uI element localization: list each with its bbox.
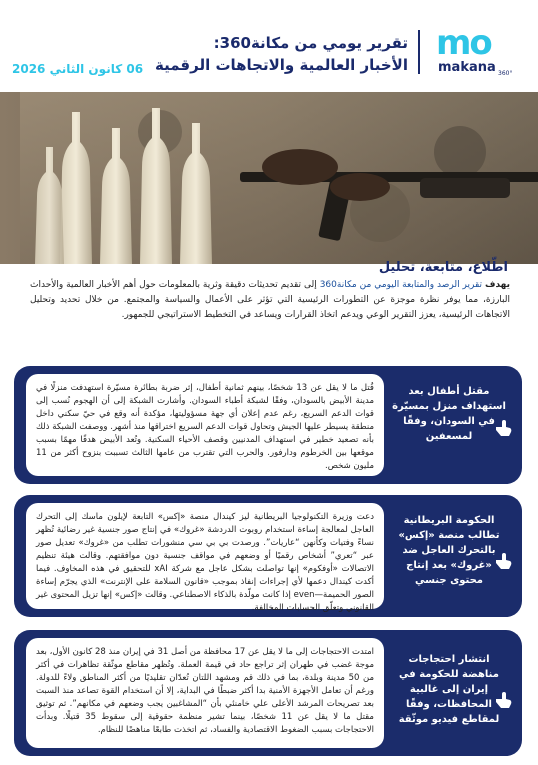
report-date: 06 كانون الثاني 2026 [12,62,144,76]
card-text: قُتل ما لا يقل عن 13 شخصًا، بينهم ثمانية أطفال، إثر ضربة بطائرة مسيّرة استهدفت منزلًا في مدينة الأبيض بالسودان، وفقًا لشبكة أطباء السودان. وأشارت الشبكة إلى أن الهجوم نُسب إلى قوات الدعم السريع، رغم عدم إعلان أي جهة مسؤوليتها، مؤكدة أنه وقع في حيّ سكني داخل منطقة يسيطر عليها الجيش وتحاول قوات الدعم السريع اختراقها منذ أشهر. ووصفت الشبكة ذلك بأنه تصعيد خطير في استهداف المدنيين وقصف الأحياء السكنية. وتُعد الأبيض هدفًا مهمًا بسبب موقعها بين الخرطوم ودارفور. والحرب التي تقترب من عامها الثالث تسببت بنزوح أكثر من 11 مليون شخص. [26,374,384,476]
intro-title: اطّلاع، متابعة، تحليل [378,260,508,275]
intro-paragraph [30,278,510,323]
pointing-hand-icon [492,416,514,438]
news-card-iran-protests [14,630,522,756]
news-card-sudan [14,366,522,484]
news-card-uk-grok [14,495,522,617]
pointing-hand-icon [492,688,514,710]
card-text: دعت وزيرة التكنولوجيا البريطانية ليز كيندال منصة «إكس» التابعة لإيلون ماسك إلى التحرك العاجل لمعالجة إساءة استخدام روبوت الدردشة «غروك» في إنتاج صور جنسية غير رضائية تُظهر نساءً وفتيات وكأنهن “عاريات”. ورصدت بي بي سي منشورات تطلب من «غروك» تعديل صور عبر “تعري” أشخاص رقميًا أو وضعهم في مواقف جنسية دون موافقتهم. وقالت هيئة تنظيم الاتصالات «أوفكوم» إنها تواصلت بشكل عاجل مع شركة xAI للتحقيق في هذه المخاوف. فيما أكدت كيندال دعمها لأي إجراءات إنفاذ بموجب «قانون السلامة على الإنترنت» الذي يجرّم إساءة الصور الحميمة—even إذا كانت مولّدة بالذكاء الاصطناعي. وقالت «إكس» إنها تزيل المحتوى غير القانوني وتعلّق الحسابات المخالفة. [26,503,384,609]
logo-suffix: 360° [498,70,513,77]
logo-mark: mo [436,23,491,63]
card-headline: مقتل أطفال بعد استهداف منزل بمسيّرة في السودان، وفقًا لمسعفين [392,386,506,442]
makana-logo [428,23,520,82]
report-header [0,0,538,92]
hero-photo-illustration [0,92,538,264]
intro-prefix: يهدف [485,280,510,290]
intro-highlight: تقرير الرصد والمتابعة اليومي من مكانة360 [319,280,483,290]
logo-name: makana [438,60,496,75]
title-line-1: تقرير يومي من مكانة360: [213,34,408,52]
report-title [108,32,408,76]
card-headline: انتشار احتجاجات مناهضة للحكومة في إيران إلى غالبية المحافظات، وفقًا لمقاطع فيديو موثّقة [398,654,500,725]
title-line-2: الأخبار العالمية والاتجاهات الرقمية [155,56,408,74]
card-headline: الحكومة البريطانية تطالب منصة «إكس» بالتحرك العاجل ضد «غروك» بعد إنتاج محتوى جنسي [398,515,500,586]
header-divider [418,30,420,74]
card-text: امتدت الاحتجاجات إلى ما لا يقل عن 17 محافظة من أصل 31 في إيران منذ 28 كانون الأول، بعد موجة غضب في طهران إثر تراجع حاد في قيمة العملة. وتُظهر مقاطع موثّقة تظاهرات في أكثر من 50 مدينة وبلدة، بما في ذلك قم ومشهد اللتان تُعدّان تقليديًا من أكثر المناطق ولاءً للدولة. ورغم أن تعامل الأجهزة الأمنية بدا أكثر ضبطًا في البداية، إلا أن استخدام القوة تصاعد منذ السبت بعد تصريحات المرشد الأعلى علي خامنئي بأن “المشاغبين يجب وضعهم في مكانهم”. ثم توثيق مقتل ما لا يقل عن 11 شخصًا، بينما تشير منظمة حقوقية إلى سقوط 35 قتيلًا. وبدأت الاحتجاجات بسبب الضغوط الاقتصادية والفساد، ثم اتخذت طابعًا مناهضًا للنظام. [26,638,384,748]
pointing-hand-icon [492,549,514,571]
intro-body: إلى تقديم تحديثات دقيقة وثرية بالمعلومات حول أهم الأخبار العالمية والأحداث البارزة، مما يوفر نظرة موجزة عن التطورات الرئيسية التي تؤثر على الأعمال والسياسة والمجتمع. من خلال تحديد وتحليل الاتجاهات الرئيسية، يعزز التقرير الوعي ويدعم اتخاذ القرارات ويساعد في التخطيط الاستراتيجي للجمهور. [30,280,510,320]
hero-photo [0,92,538,264]
